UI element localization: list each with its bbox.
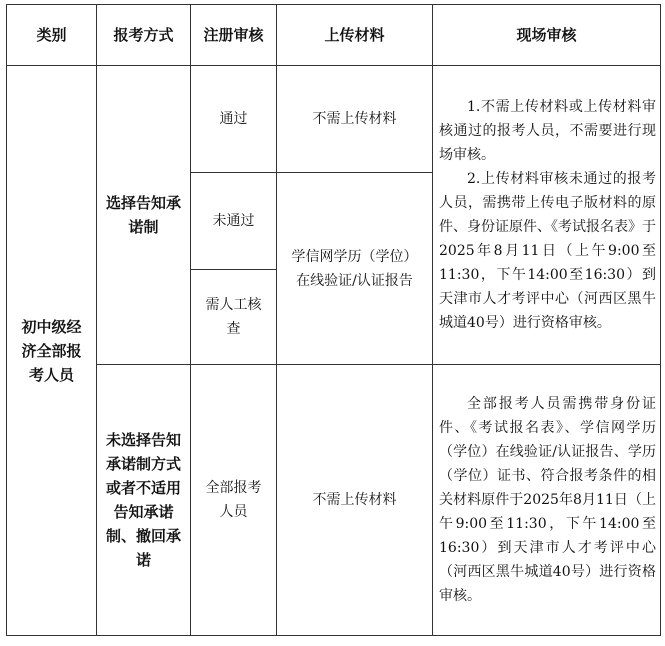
onsite-review-paragraph-3: 全部报考人员需携带身份证件、《考试报名表》、学信网学历（学位）在线验证/认证报告、学历（学位）证书、符合报考条件的相关材料原件于2025年8月11日（上午9:00至11:30，下午14:00至16:30）到天津市人才考评中心（河西区黑牛城道40号）进行资格审核。 [439, 396, 656, 604]
header-upload: 上传材料 [277, 5, 433, 66]
onsite-review-cell-2 [433, 365, 661, 636]
upload-xuexin-cell: 学信网学历（学位）在线验证/认证报告 [277, 173, 433, 365]
header-method: 报考方式 [97, 5, 191, 66]
table-row [7, 365, 661, 636]
registration-failed: 未通过 [191, 173, 277, 270]
qualification-review-table [6, 4, 661, 636]
qualification-review-table-wrapper [6, 4, 661, 636]
header-onsite: 现场审核 [433, 5, 661, 66]
method-cell-commitment: 选择告知承诺制 [97, 66, 191, 365]
onsite-review-cell-1 [433, 66, 661, 365]
header-category: 类别 [7, 5, 97, 66]
method-cell-no-commitment: 未选择告知承诺制方式或者不适用告知承诺制、撤回承诺 [97, 365, 191, 636]
upload-none-cell-2: 不需上传材料 [277, 365, 433, 636]
registration-all: 全部报考人员 [191, 365, 277, 636]
registration-manual-check: 需人工核查 [191, 270, 277, 365]
registration-passed: 通过 [191, 66, 277, 173]
onsite-review-paragraph-2: 2.上传材料审核未通过的报考人员，需携带上传电子版材料的原件、身份证原件、《考试报名表》于2025年8月11日（上午9:00至11:30，下午14:00至16:30）到天津市人才考评中心（河西区黑牛城道40号）进行资格审核。 [439, 171, 656, 331]
upload-none-cell: 不需上传材料 [277, 66, 433, 173]
header-registration: 注册审核 [191, 5, 277, 66]
category-cell: 初中级经济全部报考人员 [7, 66, 97, 636]
onsite-review-paragraph-1: 1.不需上传材料或上传材料审核通过的报考人员，不需要进行现场审核。 [439, 99, 656, 163]
table-row [7, 66, 661, 173]
header-row [7, 5, 661, 66]
